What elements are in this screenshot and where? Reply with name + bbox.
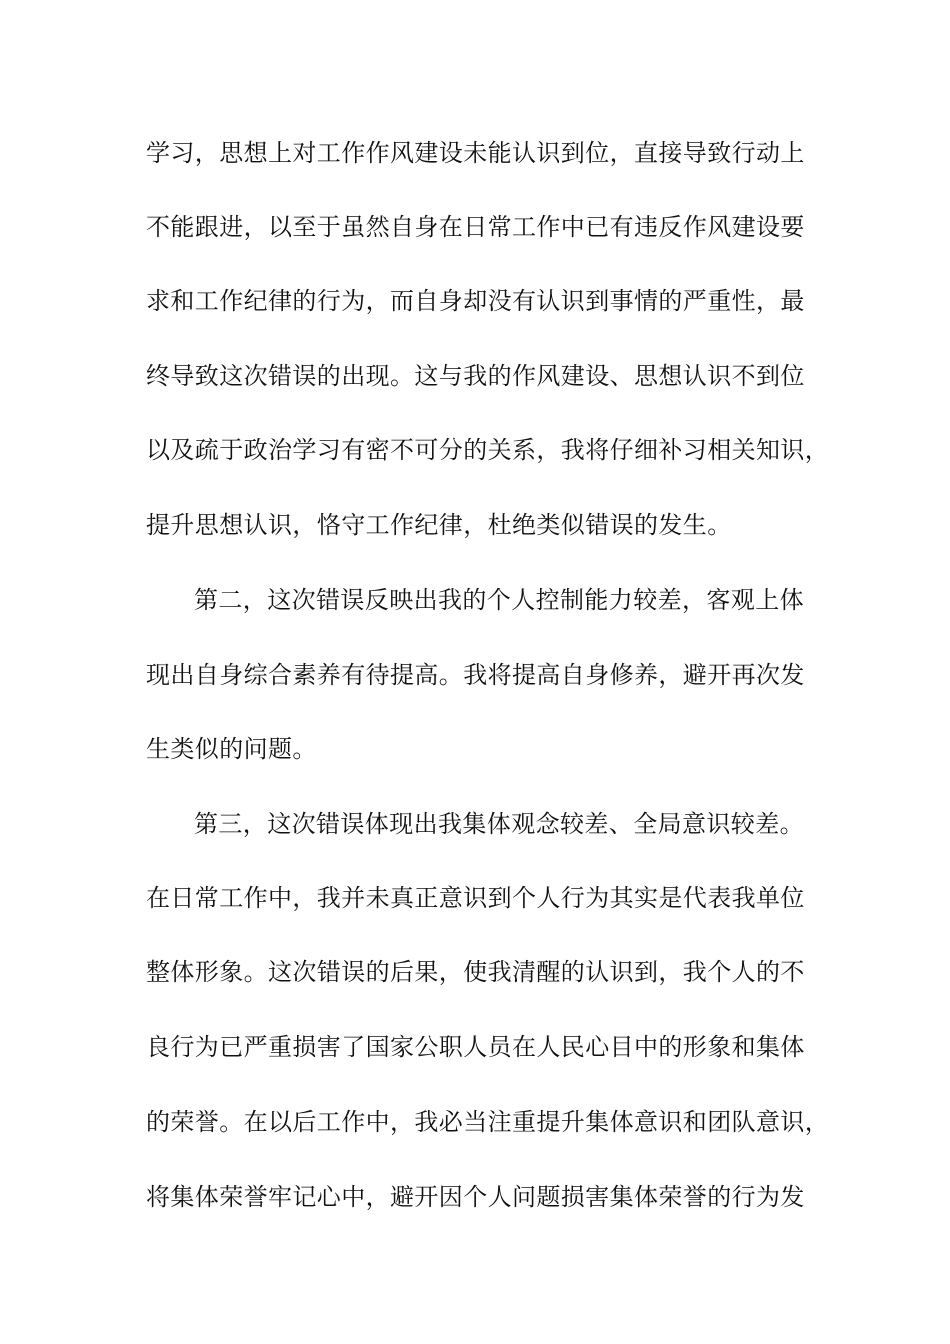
text-line: 整体形象。这次错误的后果，使我清醒的认识到，我个人的不: [146, 958, 805, 986]
text-line: 不能跟进，以至于虽然自身在日常工作中已有违反作风建设要: [146, 213, 805, 241]
text-line: 的荣誉。在以后工作中，我必当注重提升集体意识和团队意识，: [146, 1108, 830, 1136]
text-line: 提升思想认识，恪守工作纪律，杜绝类似错误的发生。: [146, 511, 732, 539]
text-line: 学习，思想上对工作作风建设未能认识到位，直接导致行动上: [146, 139, 805, 167]
text-line: 现出自身综合素养有待提高。我将提高自身修养，避开再次发: [146, 661, 805, 689]
text-line: 在日常工作中，我并未真正意识到个人行为其实是代表我单位: [146, 884, 805, 912]
text-line: 生类似的问题。: [146, 735, 317, 763]
text-line: 以及疏于政治学习有密不可分的关系，我将仔细补习相关知识，: [146, 436, 830, 464]
paragraph-third-start: 第三，这次错误体现出我集体观念较差、全局意识较差。: [194, 810, 804, 838]
paragraph-second-start: 第二，这次错误反映出我的个人控制能力较差，客观上体: [194, 586, 804, 614]
text-line: 终导致这次错误的出现。这与我的作风建设、思想认识不到位: [146, 362, 805, 390]
text-line: 良行为已严重损害了国家公职人员在人民心目中的形象和集体: [146, 1033, 805, 1061]
text-line: 求和工作纪律的行为，而自身却没有认识到事情的严重性，最: [146, 287, 805, 315]
text-line: 将集体荣誉牢记心中，避开因个人问题损害集体荣誉的行为发: [146, 1183, 805, 1211]
